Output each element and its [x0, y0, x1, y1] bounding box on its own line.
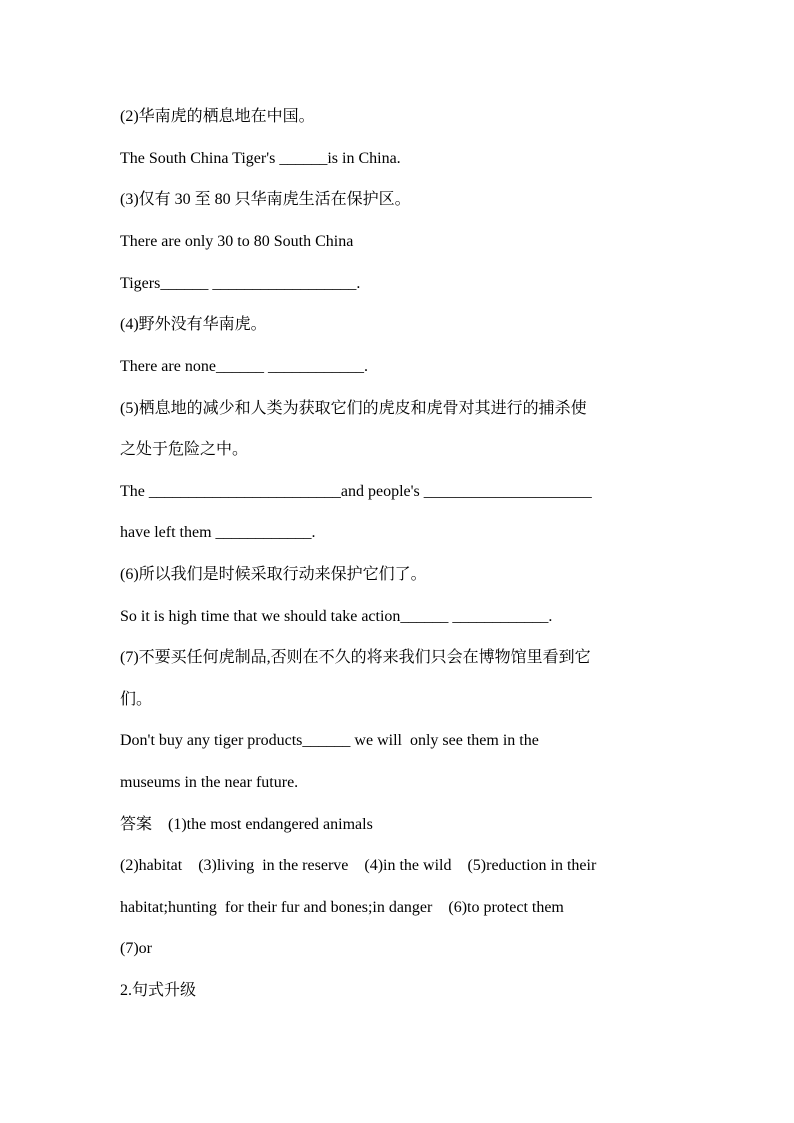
question-6-english: So it is high time that we should take action______ ____________. — [120, 608, 553, 625]
question-3-english-line1: There are only 30 to 80 South China — [120, 233, 354, 250]
question-5-english-line1: The ________________________and people's _____________________ — [120, 483, 592, 500]
question-5-english-line2: have left them ____________. — [120, 524, 316, 541]
question-5-chinese-line2: 之处于危险之中。 — [120, 441, 249, 458]
question-7-chinese-line2: 们。 — [120, 691, 153, 708]
section-heading: 2.句式升级 — [120, 982, 197, 999]
question-5-chinese-line1: (5)栖息地的减少和人类为获取它们的虎皮和虎骨对其进行的捕杀使 — [120, 400, 587, 417]
answer-line-2: (2)habitat (3)living in the reserve (4)in the wild (5)reduction in their — [120, 857, 597, 874]
question-6-chinese: (6)所以我们是时候采取行动来保护它们了。 — [120, 566, 427, 583]
question-3-english-line2: Tigers______ __________________. — [120, 275, 361, 292]
question-7-english-line2: museums in the near future. — [120, 774, 299, 791]
question-2-chinese: (2)华南虎的栖息地在中国。 — [120, 108, 315, 125]
answer-line-4: (7)or — [120, 940, 152, 957]
question-7-chinese-line1: (7)不要买任何虎制品,否则在不久的将来我们只会在博物馆里看到它 — [120, 649, 591, 666]
question-4-chinese: (4)野外没有华南虎。 — [120, 316, 267, 333]
answer-line-3: habitat;hunting for their fur and bones;in danger (6)to protect them — [120, 899, 564, 916]
question-4-english: There are none______ ____________. — [120, 358, 368, 375]
answer-heading: 答案 (1)the most endangered animals — [120, 816, 373, 833]
question-7-english-line1: Don't buy any tiger products______ we will only see them in the — [120, 732, 539, 749]
question-3-chinese: (3)仅有 30 至 80 只华南虎生活在保护区。 — [120, 191, 411, 208]
question-2-english: The South China Tiger's ______is in China. — [120, 150, 401, 167]
